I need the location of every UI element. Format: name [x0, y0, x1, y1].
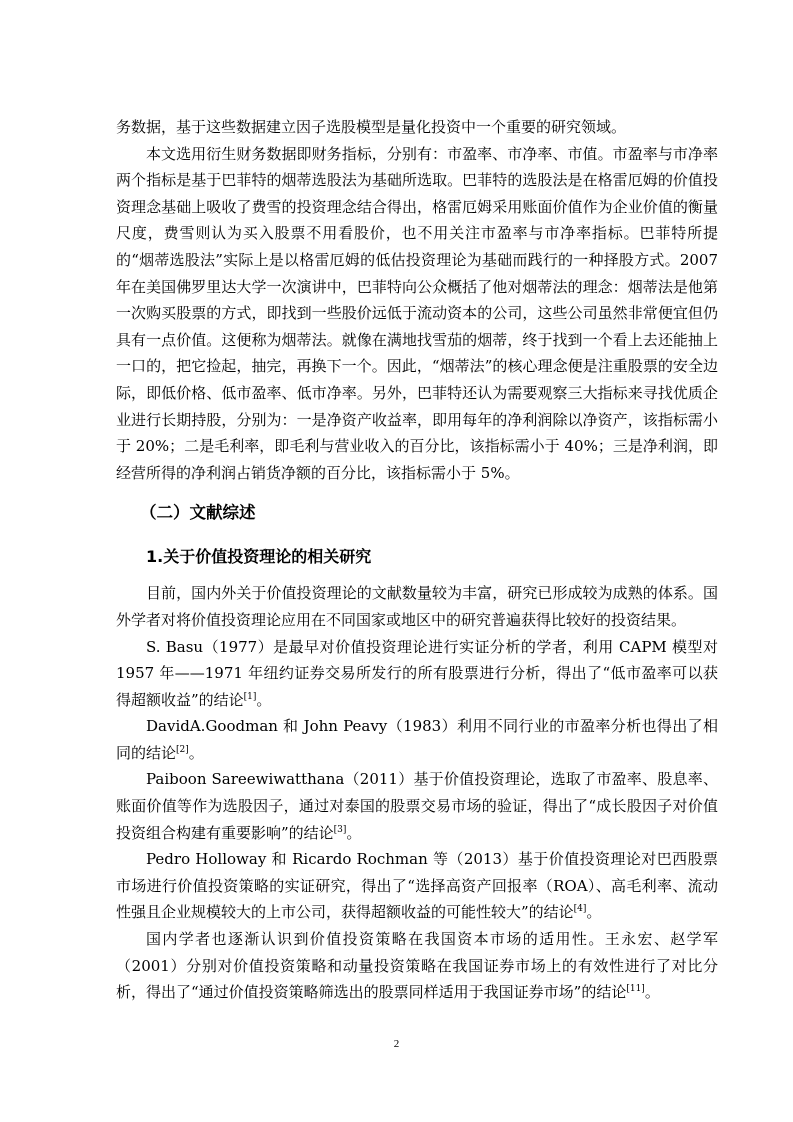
- paragraph-continuation: 务数据，基于这些数据建立因子选股模型是量化投资中一个重要的研究领域。: [116, 118, 627, 136]
- paragraph-end: 。: [256, 690, 272, 709]
- subsection-heading-value-investing: 1.关于价值投资理论的相关研究: [146, 547, 372, 567]
- citation-ref: [2]: [176, 744, 189, 755]
- paragraph-sareewiwatthana: [116, 766, 718, 846]
- paragraph-end: 。: [346, 823, 362, 842]
- paragraph-end: 。: [644, 983, 660, 1002]
- paragraph-text: Pedro Holloway 和 Ricardo Rochman 等（2013）基于价值投资理论对巴西股票市场进行价值投资策略的实证研究，得出了“选择高资产回报率（ROA）、高毛利率、流动性强且企业规模较大的上市公司，获得超额收益的可能性较大”的结论: [116, 850, 718, 922]
- paragraph-financial-indicators: 本文选用衍生财务数据即财务指标，分别有：市盈率、市净率、市值。市盈率与市净率两个指标是基于巴菲特的烟蒂选股法为基础所选取。巴菲特的选股法是在格雷厄姆的价值投资理念基础上吸收了费雪的投资理念结合得出，格雷厄姆采用账面价值作为企业价值的衡量尺度，费雪则认为买入股票不用看股价，也不用关注市盈率与市净率指标。巴菲特所提的“烟蒂选股法”实际上是以格雷厄姆的低估投资理论为基础而践行的一种择股方式。2007年在美国佛罗里达大学一次演讲中，巴菲特向公众概括了他对烟蒂法的理念：烟蒂法是他第一次购买股票的方式，即找到一些股价远低于流动资本的公司，这些公司虽然非常便宜但仍具有一点价值。这便称为烟蒂法。就像在满地找雪茄的烟蒂，终于找到一个看上去还能抽上一口的，把它捡起，抽完，再换下一个。因此，“烟蒂法”的核心理念便是注重股票的安全边际，即低价格、低市盈率、低市净率。另外，巴菲特还认为需要观察三大指标来寻找优质企业进行长期持股，分别为：一是净资产收益率，即用每年的净利润除以净资产，该指标需小于 20%；二是毛利率，即毛利与营业收入的百分比，该指标需小于 40%；三是净利润，即经营所得的净利润占销货净额的百分比，该指标需小于 5%。: [116, 144, 718, 482]
- paragraph-text: 国内学者也逐渐认识到价值投资策略在我国资本市场的适用性。王永宏、赵学军（2001）分别对价值投资策略和动量投资策略在我国证券市场上的有效性进行了对比分析，得出了“通过价值投资策略筛选出的股票同样适用于我国证券市场”的结论: [116, 930, 718, 1002]
- paragraph-overview: 目前，国内外关于价值投资理论的文献数量较为丰富，研究已形成较为成熟的体系。国外学者对将价值投资理论应用在不同国家或地区中的研究普遍获得比较好的投资结果。: [116, 584, 718, 629]
- paragraph-end: 。: [188, 743, 204, 762]
- paragraph-holloway: [116, 846, 718, 926]
- paragraph-end: 。: [586, 903, 602, 922]
- paragraph-domestic: [116, 926, 718, 1006]
- paragraph-goodman: [116, 713, 718, 766]
- page-number: 2: [393, 1038, 400, 1050]
- citation-ref: [4]: [573, 904, 587, 915]
- paragraph-text: S. Basu（1977）是最早对价值投资理论进行实证分析的学者，利用 CAPM 模型对 1957 年——1971 年纽约证券交易所发行的所有股票进行分析，得出了“低市盈率可以获得超额收益”的结论: [116, 637, 718, 709]
- citation-ref: [3]: [333, 824, 347, 835]
- citation-ref: [11]: [626, 984, 645, 995]
- citation-ref: [1]: [243, 691, 257, 702]
- paragraph-text: Paiboon Sareewiwatthana（2011）基于价值投资理论，选取了市盈率、股息率、账面价值等作为选股因子，通过对泰国的股票交易市场的验证，得出了“成长股因子对价值投资组合构建有重要影响”的结论: [116, 770, 718, 842]
- paragraph-basu: [116, 634, 718, 714]
- paragraph-text: DavidA.Goodman 和 John Peavy（1983）利用不同行业的市盈率分析也得出了相同的结论: [116, 717, 718, 762]
- body-text: [116, 114, 718, 1006]
- section-heading-literature-review: （二）文献综述: [140, 503, 256, 523]
